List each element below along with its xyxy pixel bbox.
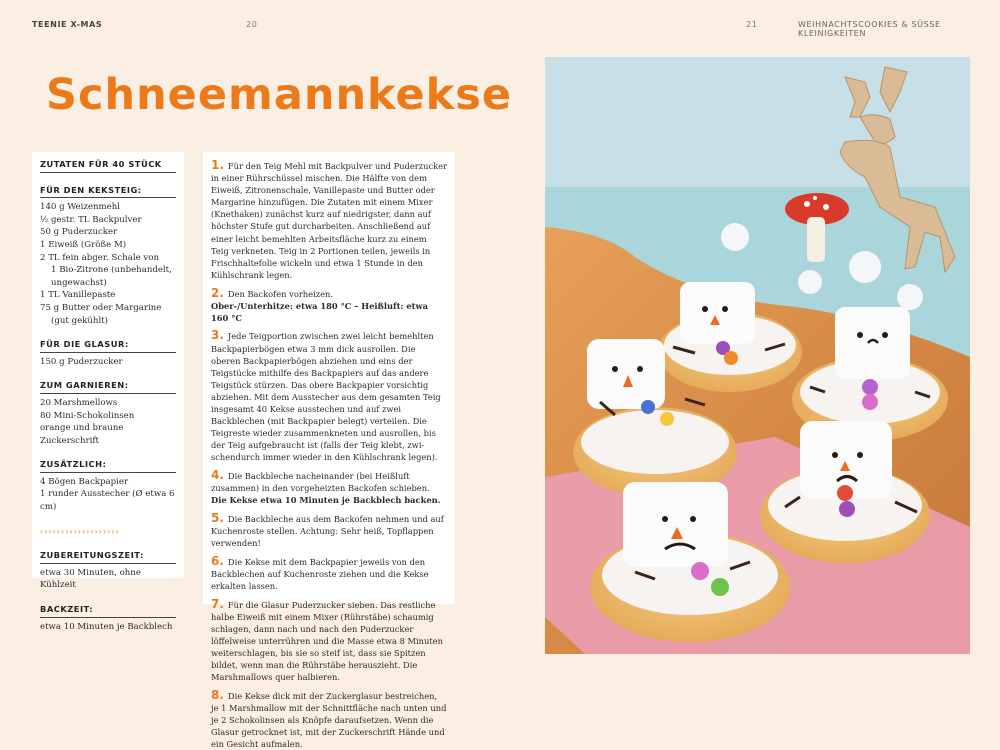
step-number: 7. bbox=[211, 596, 224, 611]
chevron-divider: ››››››››››››››››››› bbox=[40, 526, 120, 536]
ingredient-item: ½ gestr. TL Backpulver bbox=[40, 214, 142, 225]
step-5 bbox=[211, 512, 447, 549]
page-number-right: 21 bbox=[746, 20, 758, 29]
ingredient-item: 1 TL Vanillepaste bbox=[40, 290, 116, 301]
ingredient-item: orange und braune Zuckerschrift bbox=[40, 423, 124, 446]
step-emphasis: Die Kekse etwa 10 Minuten je Backblech backen. bbox=[211, 495, 441, 506]
step-number: 6. bbox=[211, 553, 224, 568]
ingredient-item: 1 Eiweiß (Größe M) bbox=[40, 239, 127, 250]
step-2 bbox=[211, 287, 447, 324]
glaze-heading: FÜR DIE GLASUR: bbox=[40, 338, 176, 353]
ingredient-item: (gut gekühlt) bbox=[51, 315, 108, 326]
ingredient-item: 2 TL fein abger. Schale von bbox=[40, 252, 159, 263]
snowman-cookies-illustration bbox=[545, 57, 970, 654]
dough-heading: FÜR DEN KEKSTEIG: bbox=[40, 184, 176, 199]
page-number-left: 20 bbox=[246, 20, 258, 29]
recipe-photo bbox=[545, 57, 970, 654]
bake-time-heading: BACKZEIT: bbox=[40, 603, 176, 618]
step-6 bbox=[211, 555, 447, 592]
step-number: 3. bbox=[211, 328, 224, 343]
bake-time-value: etwa 10 Minuten je Backblech bbox=[40, 621, 173, 632]
step-text: Die Backbleche nacheinander (bei Heißluft zusammen) in den vorgeheizten Backofen schieben. bbox=[211, 471, 430, 494]
step-number: 1. bbox=[211, 158, 224, 172]
garnish-heading: ZUM GARNIEREN: bbox=[40, 379, 176, 394]
step-number: 4. bbox=[211, 468, 224, 483]
prep-time-heading: ZUBEREITUNGSZEIT: bbox=[40, 549, 176, 564]
ingredient-item: 50 g Puderzucker bbox=[40, 227, 118, 238]
recipe-title: Schneemannkekse bbox=[46, 70, 513, 120]
ingredient-item: 1 runder Ausstecher (Ø etwa 6 cm) bbox=[40, 489, 175, 513]
step-text: Die Backbleche aus dem Backofen nehmen und auf Kuchenroste stellen. Achtung: Sehr heiß, Topflappen verwenden! bbox=[211, 513, 444, 549]
ingredients-heading: ZUTATEN FÜR 40 STÜCK bbox=[40, 158, 176, 173]
step-number: 2. bbox=[211, 285, 224, 300]
ingredient-item: ungewachst) bbox=[51, 277, 107, 288]
step-4 bbox=[211, 469, 447, 506]
step-number: 8. bbox=[211, 687, 224, 702]
oven-temperature: Ober-/Unterhitze: etwa 180 °C – Heißluft: etwa 160 °C bbox=[211, 300, 429, 323]
ingredient-item: 75 g Butter oder Margarine bbox=[40, 302, 162, 313]
step-text: Für die Glasur Puderzucker sieben. Das restliche halbe Eiweiß mit einem Mixer (Rührstäbe) schaumig schlagen, dann nach und nach den Puderzucker löffelweise unterrühren und die Masse etwa 8 Minuten weiterschlagen, bis sie so steif ist, dass sie Spitzen bildet, wenn man die Rührstäbe herauszieht. Die Marshmallows quer halbieren. bbox=[211, 599, 443, 683]
extra-heading: ZUSÄTZLICH: bbox=[40, 458, 176, 473]
step-text: Die Kekse dick mit der Zuckerglasur bestreichen, je 1 Marshmallow mit der Schnittfläche nach unten und je 2 Schokolinsen als Knöpfe daraufsetzen. Wenn die Glasur getrocknet ist, mit der Zuckerschrift Hände und ein Gesicht aufmalen. bbox=[211, 690, 447, 750]
step-text: Die Kekse mit dem Backpapier jeweils von den Backblechen auf Kuchenroste ziehen und die Kekse erkalten lassen. bbox=[211, 556, 429, 591]
chapter-title-header: WEIHNACHTSCOOKIES & SÜSSE KLEINIGKEITEN bbox=[798, 20, 941, 38]
book-title-header: TEENIE X-MAS bbox=[32, 20, 103, 29]
step-text: Jede Teigportion zwischen zwei leicht bemehlten Backpapierbögen etwa 3 mm dick ausrollen. Die oberen Backpapierbögen abziehen und eins der Teigstücke mithilfe des Backpapiers auf das andere Teigstück stürzen. Das obere Backpapier vorsichtig abziehen. Mit dem Ausstecher aus dem gesamten Teig insgesamt 40 Kekse ausstechen und auf zwei Backblechen (mit Backpapier belegt) verteilen. Die Teigreste wieder zusammenkneten und ausrollen, bis der Teig aufgebraucht ist (falls der Teig klebt, zwi-schendurch immer wieder in den Kühlschrank legen). bbox=[211, 331, 441, 463]
instructions-panel bbox=[203, 152, 455, 750]
ingredient-item: 4 Bögen Backpapier bbox=[40, 476, 129, 487]
ingredients-panel bbox=[32, 152, 184, 632]
step-number: 5. bbox=[211, 510, 224, 525]
ingredient-item: 140 g Weizenmehl bbox=[40, 202, 120, 213]
step-text: Für den Teig Mehl mit Backpulver und Puderzucker in einer Rührschüssel mischen. Die Hälfte von dem Eiweiß, Zitronenschale, Vanillepaste und Butter oder Margarine hinzufügen. Die Zutaten mit einem Mixer (Knethaken) zunächst kurz auf niedrigster, dann auf höchster Stufe gut durcharbeiten. Anschließend auf einer leicht bemehlten Arbeitsfläche kurz zu einem Teig verkneten. Teig in 2 Portionen teilen, jeweils in Frischhaltefolie wickeln und etwa 1 Stunde in den Kühlschrank legen. bbox=[211, 161, 448, 280]
ingredient-item: 20 Marshmellows bbox=[40, 397, 118, 408]
step-text: Den Backofen vorheizen. bbox=[227, 288, 333, 299]
prep-time-value: etwa 30 Minuten, ohne Kühlzeit bbox=[40, 567, 141, 591]
ingredient-item: 80 Mini-Schokolinsen bbox=[40, 410, 135, 421]
ingredient-item: 1 Bio-Zitrone (unbehandelt, bbox=[51, 265, 172, 276]
step-3 bbox=[211, 329, 447, 463]
step-1 bbox=[211, 159, 447, 281]
ingredient-item: 150 g Puderzucker bbox=[40, 356, 123, 367]
step-8 bbox=[211, 689, 447, 750]
step-7 bbox=[211, 598, 447, 684]
